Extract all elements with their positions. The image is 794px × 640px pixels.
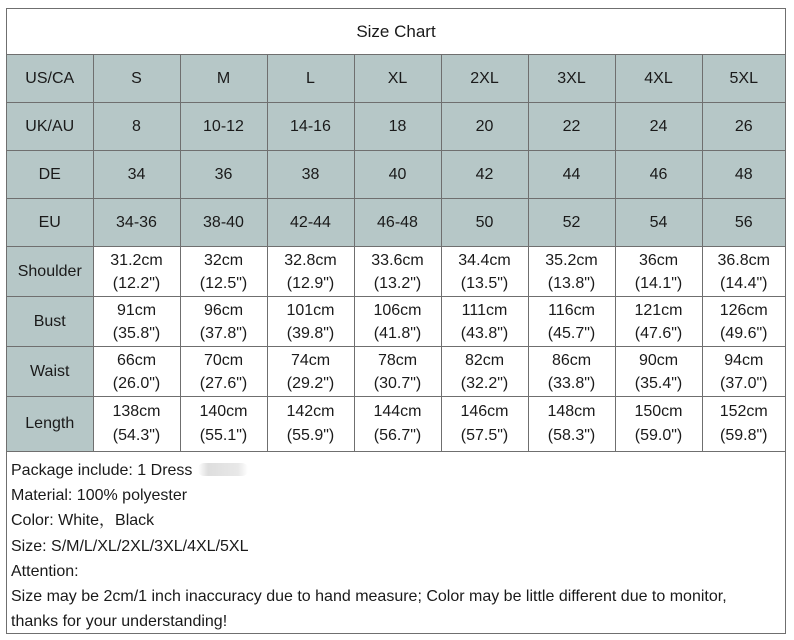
size-cell: 8 [93,103,180,151]
measure-cm: 36cm [638,251,679,269]
size-cell: 42-44 [267,199,354,247]
measure-cell [354,297,441,347]
measure-inch: (35.8") [112,324,161,342]
measure-cm: 70cm [203,351,244,369]
measure-inch: (14.4") [720,274,768,292]
size-cell: 3XL [528,55,615,103]
measure-inch: (41.8") [373,324,422,342]
size-cell: 54 [615,199,702,247]
measure-cm: 116cm [548,301,595,319]
measure-inch: (43.8") [460,324,509,342]
measure-cm: 150cm [634,403,683,420]
measure-cm: 144cm [373,403,422,420]
measure-inch: (55.9") [286,427,335,444]
measure-inch: (35.4") [634,374,683,392]
row-label: Bust [7,297,93,347]
size-cell: XL [354,55,441,103]
measure-inch: (12.9") [286,274,335,292]
measure-cell [615,397,702,452]
size-cell: 38-40 [180,199,267,247]
note-material: Material: 100% polyester [11,487,188,505]
measure-inch: (59.0") [634,427,683,444]
measure-cell [528,397,615,452]
measure-cm: 78cm [377,351,418,369]
size-cell: 56 [702,199,785,247]
size-cell: 52 [528,199,615,247]
size-cell: 46-48 [354,199,441,247]
measure-inch: (47.6") [634,324,683,342]
measure-cm: 121cm [634,301,683,319]
measure-inch: (30.7") [373,374,422,392]
measure-inch: (56.7") [373,427,422,444]
size-cell: 5XL [702,55,785,103]
measure-cm: 34.4cm [458,251,511,269]
measure-cm: 86cm [551,351,592,369]
product-notes [7,452,785,634]
size-cell: 48 [702,151,785,199]
measure-inch: (37.8") [199,324,248,342]
measure-cm: 35.2cm [545,251,598,269]
measure-inch: (32.2") [460,374,509,392]
size-cell: 46 [615,151,702,199]
measure-cell [441,397,528,452]
row-label: EU [7,199,93,247]
size-chart-title: Size Chart [7,9,785,55]
size-cell: 18 [354,103,441,151]
note-package [11,458,785,483]
measure-cell [528,347,615,397]
measure-row-waist [7,347,785,397]
size-row-eu [7,199,785,247]
measure-cell [702,347,785,397]
measure-cell [441,347,528,397]
measure-cm: 111cm [461,301,508,319]
measure-cell [93,347,180,397]
measure-cm: 106cm [373,301,422,319]
measure-inch: (55.1") [199,427,248,444]
measure-cell [528,297,615,347]
measure-row-length [7,397,785,452]
measure-cm: 96cm [203,301,244,319]
measure-cell [354,397,441,452]
measure-inch: (59.8") [720,427,768,444]
size-cell: 36 [180,151,267,199]
size-cell: 4XL [615,55,702,103]
measure-cm: 82cm [464,351,505,369]
measure-inch: (54.3") [112,427,161,444]
measure-cm: 36.8cm [717,251,770,269]
measure-inch: (26.0") [112,374,161,392]
size-cell: 2XL [441,55,528,103]
measure-cell [441,297,528,347]
measure-cell [267,297,354,347]
measure-cell [615,247,702,297]
size-cell: L [267,55,354,103]
size-cell: 44 [528,151,615,199]
measure-cell [180,247,267,297]
measure-inch: (58.3") [547,427,596,444]
size-cell: 34 [93,151,180,199]
measure-inch: (13.8") [547,274,596,292]
size-cell: 22 [528,103,615,151]
measure-cm: 32.8cm [284,251,337,269]
measure-cell [93,297,180,347]
measure-cell [528,247,615,297]
measure-cell [180,297,267,347]
blurred-watermark [198,463,248,476]
row-label: DE [7,151,93,199]
size-cell: 26 [702,103,785,151]
note-attention: Attention: [11,562,79,580]
measure-row-shoulder [7,247,785,297]
size-cell: 14-16 [267,103,354,151]
measure-cell [702,397,785,452]
measure-cell [441,247,528,297]
measure-inch: (12.5") [199,274,248,292]
measure-cell [354,347,441,397]
measure-cm: 152cm [719,403,768,420]
measure-cell [702,247,785,297]
note-size: Size: S/M/L/XL/2XL/3XL/4XL/5XL [11,537,249,555]
size-table-body [7,55,785,452]
measure-inch: (13.2") [373,274,422,292]
measure-cm: 32cm [203,251,244,269]
measure-cell [267,397,354,452]
size-row-uk-au [7,103,785,151]
measure-cell [354,247,441,297]
size-cell: M [180,55,267,103]
measure-cm: 146cm [460,403,509,420]
measure-inch: (49.6") [720,324,768,342]
size-cell: 24 [615,103,702,151]
measure-cm: 101cm [286,301,335,319]
size-cell: 50 [441,199,528,247]
size-table [7,55,785,452]
measure-cm: 74cm [290,351,331,369]
measure-inch: (57.5") [460,427,509,444]
measure-cell [267,347,354,397]
row-label: Shoulder [7,247,93,297]
size-row-de [7,151,785,199]
size-cell: 20 [441,103,528,151]
measure-cm: 138cm [112,403,161,420]
measure-cm: 148cm [547,403,596,420]
measure-inch: (27.6") [199,374,248,392]
measure-cm: 66cm [116,351,157,369]
measure-inch: (12.2") [112,274,161,292]
row-label: Waist [7,347,93,397]
measure-cell [93,247,180,297]
measure-cm: 31.2cm [110,251,163,269]
measure-row-bust [7,297,785,347]
measure-cell [180,347,267,397]
measure-inch: (14.1") [634,274,683,292]
measure-cm: 140cm [199,403,248,420]
measure-inch: (37.0") [720,374,768,392]
row-label: US/CA [7,55,93,103]
measure-cm: 91cm [116,301,157,319]
row-label: UK/AU [7,103,93,151]
measure-cm: 142cm [286,403,335,420]
size-cell: 10-12 [180,103,267,151]
note-disclaimer: Size may be 2cm/1 inch inaccuracy due to hand measure; Color may be little different due to monitor, [11,588,727,606]
size-cell: 42 [441,151,528,199]
measure-inch: (45.7") [547,324,596,342]
note-package-text: Package include: 1 Dress [11,462,193,479]
measure-cm: 94cm [724,351,764,369]
measure-cm: 126cm [719,301,768,319]
measure-inch: (33.8") [547,374,596,392]
size-cell: 38 [267,151,354,199]
measure-cell [180,397,267,452]
measure-inch: (29.2") [286,374,335,392]
row-label: Length [7,397,93,452]
note-thanks: thanks for your understanding! [11,613,228,631]
measure-cell [93,397,180,452]
note-color: Color: White，Black [11,512,155,530]
size-cell: 40 [354,151,441,199]
measure-cell [267,247,354,297]
measure-cell [702,297,785,347]
measure-cell [615,347,702,397]
size-row-us-ca [7,55,785,103]
measure-inch: (13.5") [460,274,509,292]
measure-cell [615,297,702,347]
size-cell: S [93,55,180,103]
measure-cm: 90cm [638,351,679,369]
measure-inch: (39.8") [286,324,335,342]
size-cell: 34-36 [93,199,180,247]
measure-cm: 33.6cm [371,251,424,269]
size-chart-sheet [6,8,786,634]
